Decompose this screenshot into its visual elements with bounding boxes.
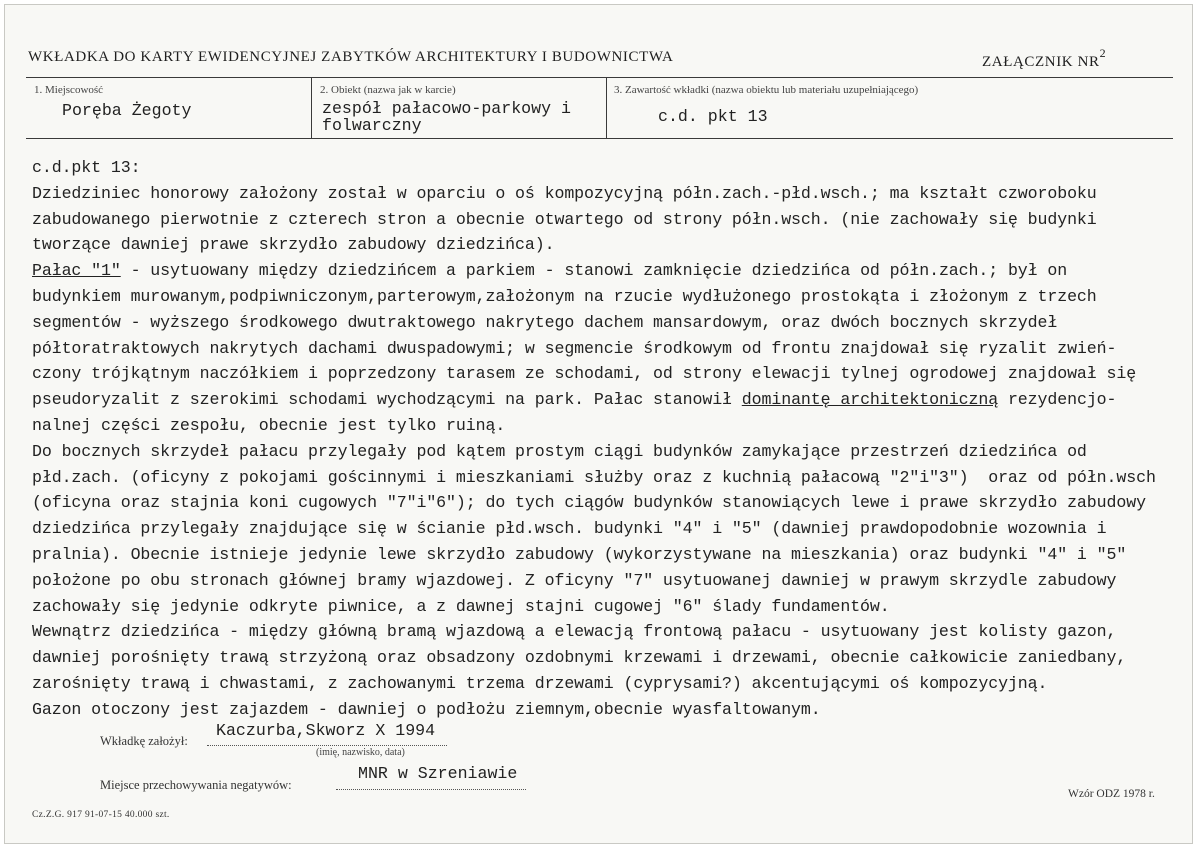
attachment-number bbox=[982, 46, 1107, 71]
form-model: Wzór ODZ 1978 r. bbox=[1068, 788, 1155, 800]
field-divider-2 bbox=[606, 78, 607, 138]
text-line: Gazon otoczony jest zajazdem - dawniej o podłożu ziemnym,obecnie wyasfaltowanym. bbox=[32, 699, 821, 719]
underlined-phrase: dominantę architektoniczną bbox=[741, 390, 999, 410]
field-divider-1 bbox=[311, 78, 312, 138]
text-span: pseudoryzalit z szerokimi schodami wychodzącymi na park. Pałac stanowił bbox=[32, 390, 742, 410]
author-label: Wkładkę założył: bbox=[100, 734, 188, 748]
header-bottom-rule bbox=[26, 138, 1173, 139]
field-3-label: 3. Zawartość wkładki (nazwa obiektu lub materiału uzupełniającego) bbox=[614, 84, 919, 96]
text-line: Dziedziniec honorowy założony został w oparciu o oś kompozycyjną półn.zach.-płd.wsch.; ma kształt czworoboku bbox=[32, 183, 1097, 203]
text-line: zachowały się jedynie odkryte piwnice, a z dawnej stajni cugowej "6" ślady fundamentów. bbox=[32, 596, 890, 616]
text-line: czony trójkątnym naczółkiem i poprzedzony tarasem ze schodami, od strony elewacji tylnej ogrodowej znajdował się bbox=[32, 364, 1137, 384]
header-top-rule bbox=[26, 77, 1173, 78]
text-span: rezydencjo- bbox=[998, 390, 1117, 410]
author-value: Kaczurba,Skworz X 1994 bbox=[216, 721, 436, 740]
form-title: WKŁADKA DO KARTY EWIDENCYJNEJ ZABYTKÓW ARCHITEKTURY I BUDOWNICTWA bbox=[28, 49, 674, 65]
author-caption: (imię, nazwisko, data) bbox=[316, 747, 405, 758]
field-2-label: 2. Obiekt (nazwa jak w karcie) bbox=[320, 84, 456, 96]
attachment-number-value: 2 bbox=[1099, 46, 1107, 60]
palace-heading: Pałac "1" bbox=[32, 261, 121, 281]
text-line: (oficyna oraz stajnia koni cugowych "7"i"6"); do tych ciągów budynków stanowiących lewe i prawe skrzydło zabudowy bbox=[32, 493, 1146, 513]
text-line: położone po obu stronach głównej bramy wjazdowej. Z oficyny "7" usytuowanej dawniej w prawym skrzydle zabudowy bbox=[32, 570, 1117, 590]
typewritten-description bbox=[32, 155, 1156, 723]
text-span: - usytuowany między dziedzińcem a parkiem - stanowi zamknięcie dziedzińca od półn.zach.; był on bbox=[120, 261, 1068, 281]
field-2-value-line1: zespół pałacowo-parkowy i bbox=[322, 99, 571, 118]
author-dotted-line bbox=[207, 745, 447, 746]
field-2-value-line2: folwarczny bbox=[322, 116, 422, 135]
text-line bbox=[32, 387, 1156, 413]
attachment-label: ZAŁĄCZNIK NR bbox=[982, 54, 1100, 70]
print-code: Cz.Z.G. 917 91-07-15 40.000 szt. bbox=[32, 810, 170, 820]
text-line: zabudowanego pierwotnie z czterech stron a obecnie otwartego od strony półn.wsch. (nie zachowały się budynki bbox=[32, 209, 1097, 229]
text-line: tworzące dawniej prawe skrzydło zabudowy dziedzińca). bbox=[32, 235, 555, 255]
text-line: Wewnątrz dziedzińca - między główną bramą wjazdową a elewacją frontową pałacu - usytuowany jest kolisty gazon, bbox=[32, 622, 1117, 642]
text-line: dziedzińca przylegały znajdujące się w ścianie płd.wsch. budynki "4" i "5" (dawniej prawdopodobnie wozownia i bbox=[32, 519, 1107, 539]
storage-value: MNR w Szreniawie bbox=[358, 764, 518, 783]
text-line: półtoratraktowych nakrytych dachami dwuspadowymi; w segmencie środkowym od frontu znajdował się ryzalit zwień- bbox=[32, 338, 1117, 358]
text-line bbox=[32, 258, 1156, 284]
text-line: c.d.pkt 13: bbox=[32, 158, 141, 177]
text-line: segmentów - wyższego środkowego dwutraktowego nakrytego dachem mansardowym, oraz dwóch bocznych skrzydeł bbox=[32, 312, 1058, 332]
text-line: płd.zach. (oficyny z pokojami gościnnymi i mieszkaniami służby oraz z kuchnią pałacową "2"i"3") oraz od półn.wsch bbox=[32, 467, 1156, 487]
field-1-value: Poręba Żegoty bbox=[62, 101, 192, 120]
text-line: budynkiem murowanym,podpiwniczonym,parterowym,założonym na rzucie wydłużonego prostokąta i złożonym z trzech bbox=[32, 286, 1097, 306]
text-line: nalnej części zespołu, obecnie jest tylko ruiną. bbox=[32, 415, 506, 435]
field-1-label: 1. Miejscowość bbox=[34, 84, 104, 96]
storage-label: Miejsce przechowywania negatywów: bbox=[100, 778, 292, 792]
text-line: zarośnięty trawą i chwastami, z zachowanymi trzema drzewami (cyprysami?) akcentującymi oś kompozycyjną. bbox=[32, 673, 1048, 693]
field-3-value: c.d. pkt 13 bbox=[658, 107, 768, 126]
text-line: Do bocznych skrzydeł pałacu przylegały pod kątem prostym ciągi budynków zamykające przestrzeń dziedzińca od bbox=[32, 441, 1087, 461]
storage-dotted-line bbox=[336, 789, 526, 790]
text-line: pralnia). Obecnie istnieje jedynie lewe skrzydło zabudowy (wykorzystywane na mieszkania) oraz budynki "4" i "5" bbox=[32, 544, 1127, 564]
text-line: dawniej porośnięty trawą strzyżoną oraz obsadzony ozdobnymi krzewami i drzewami, obecnie całkowicie zaniedbany, bbox=[32, 648, 1127, 668]
